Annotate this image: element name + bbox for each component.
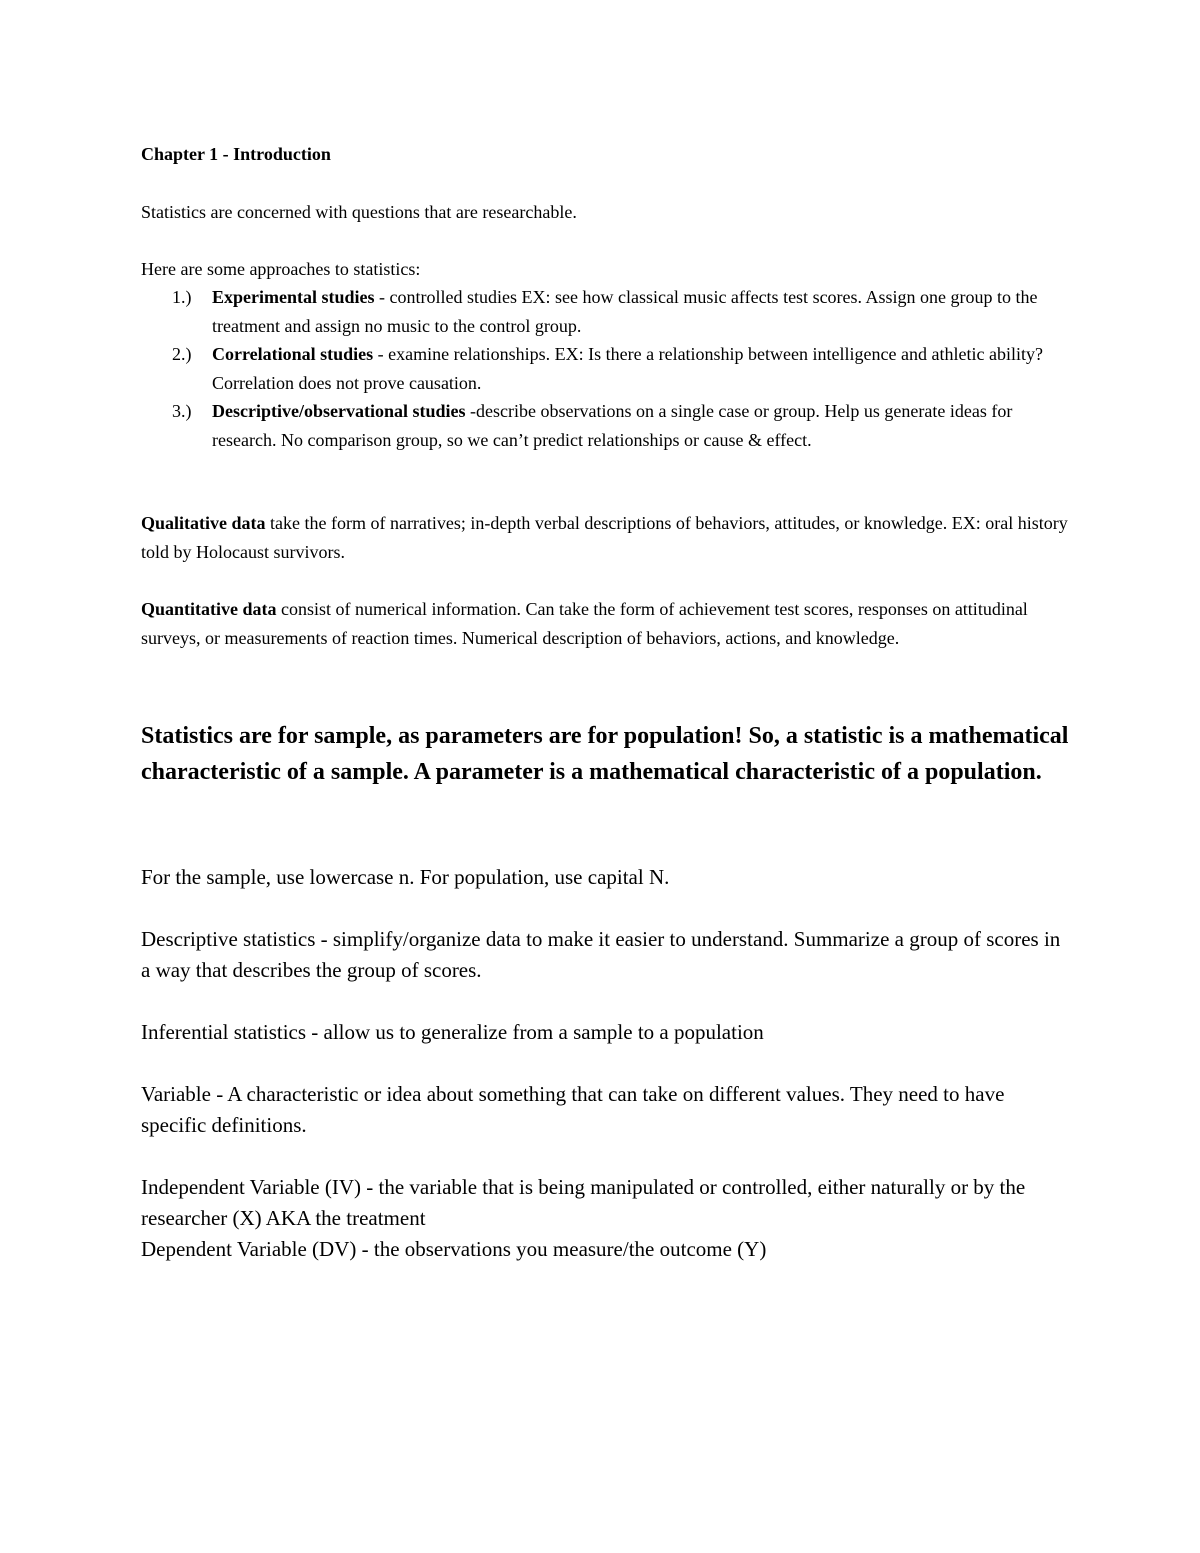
approaches-list <box>172 283 1072 454</box>
qualitative-text: take the form of narratives; in-depth verbal descriptions of behaviors, attitudes, or knowledge. EX: oral history told by Holocaust survivors. <box>141 513 1068 562</box>
highlight-statement: Statistics are for sample, as parameters are for population! So, a statistic is a mathematical characteristic of a sample. A parameter is a mathematical characteristic of a population. <box>141 723 1069 785</box>
list-item <box>172 283 1072 340</box>
inferential-statistics-paragraph: Inferential statistics - allow us to generalize from a sample to a population <box>141 1020 764 1044</box>
list-item-number: 2.) <box>172 344 192 364</box>
independent-variable-paragraph: Independent Variable (IV) - the variable that is being manipulated or controlled, either naturally or by the researcher (X) AKA the treatment <box>141 1175 1026 1230</box>
quantitative-text: consist of numerical information. Can take the form of achievement test scores, responses on attitudinal surveys, or measurements of reaction times. Numerical description of behaviors, actions, and knowledge. <box>141 599 1028 648</box>
list-item-number: 3.) <box>172 401 192 421</box>
dependent-variable-paragraph: Dependent Variable (DV) - the observations you measure/the outcome (Y) <box>141 1237 767 1261</box>
variable-paragraph: Variable - A characteristic or idea about something that can take on different values. They need to have specific definitions. <box>141 1082 1005 1137</box>
qualitative-term: Qualitative data <box>141 513 266 533</box>
list-item-text: - controlled studies EX: see how classical music affects test scores. Assign one group to the treatment and assign no music to the control group. <box>212 287 1038 336</box>
approaches-lead: Here are some approaches to statistics: <box>141 259 421 279</box>
intro-paragraph: Statistics are concerned with questions that are researchable. <box>141 202 577 222</box>
sample-notation-paragraph: For the sample, use lowercase n. For population, use capital N. <box>141 865 670 889</box>
quantitative-paragraph <box>141 595 1071 652</box>
list-item-text: - examine relationships. EX: Is there a relationship between intelligence and athletic ability? Correlation does not prove causation. <box>212 344 1043 393</box>
qualitative-paragraph <box>141 509 1071 566</box>
list-item <box>172 340 1072 397</box>
descriptive-statistics-paragraph: Descriptive statistics - simplify/organize data to make it easier to understand. Summarize a group of scores in a way that describes the group of scores. <box>141 927 1061 982</box>
chapter-title: Chapter 1 - Introduction <box>141 144 331 164</box>
list-item <box>172 397 1072 454</box>
list-item-text: -describe observations on a single case or group. Help us generate ideas for research. No comparison group, so we can’t predict relationships or cause & effect. <box>212 401 1013 450</box>
list-item-term: Experimental studies <box>212 287 375 307</box>
quantitative-term: Quantitative data <box>141 599 277 619</box>
list-item-term: Correlational studies <box>212 344 374 364</box>
list-item-term: Descriptive/observational studies <box>212 401 466 421</box>
list-item-number: 1.) <box>172 287 192 307</box>
